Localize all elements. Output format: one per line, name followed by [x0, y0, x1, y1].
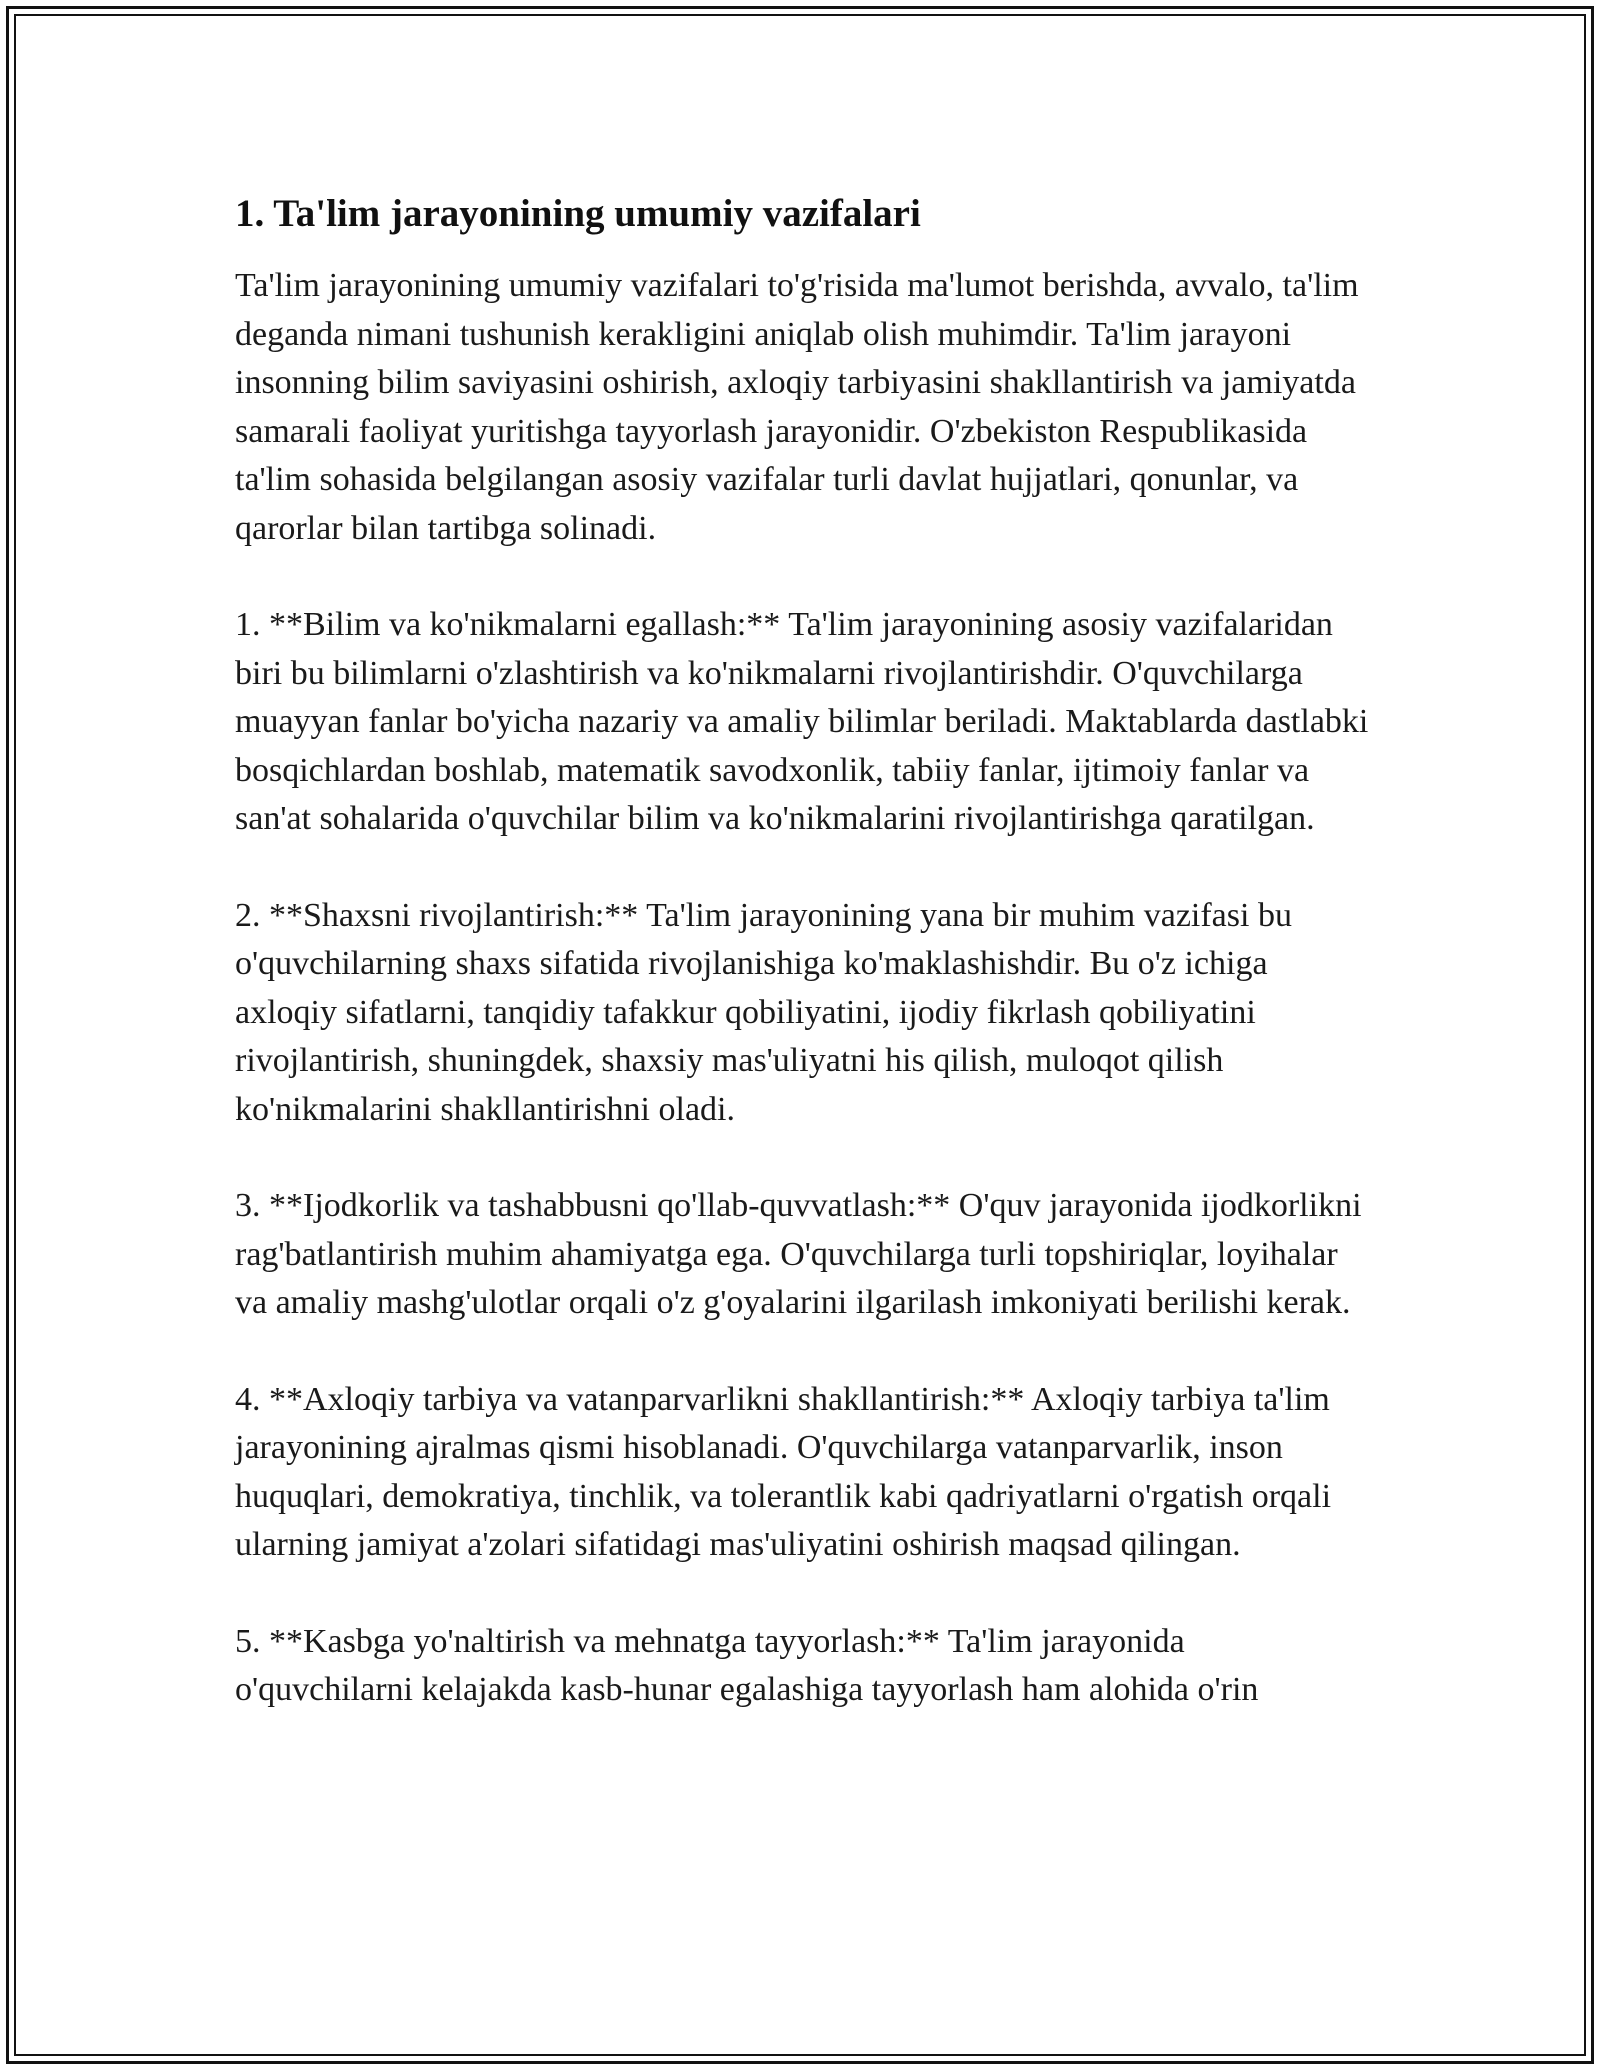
- list-item-creativity: 3. **Ijodkorlik va tashabbusni qo'llab-quvvatlash:** O'quv jarayonida ijodkorlikni rag'batlantirish muhim ahamiyatga ega. O'quvchilarga turli topshiriqlar, loyihalar va amaliy mashg'ulotlar orqali o'z g'oyalarini ilgarilash imkoniyati berilishi kerak.: [235, 1187, 1362, 1321]
- document-body: [235, 188, 1370, 1763]
- list-item-knowledge: 1. **Bilim va ko'nikmalarni egallash:** Ta'lim jarayonining asosiy vazifalaridan biri bu bilimlarni o'zlashtirish va ko'nikmalarni rivojlantirishdir. O'quvchilarga muayyan fanlar bo'yicha nazariy va amaliy bilimlar beriladi. Maktablarda dastlabki bosqichlardan boshlab, matematik savodxonlik, tabiiy fanlar, ijtimoiy fanlar va san'at sohalarida o'quvchilar bilim va ko'nikmalarini rivojlantirishga qaratilgan.: [235, 606, 1369, 837]
- list-item-personality: 2. **Shaxsni rivojlantirish:** Ta'lim jarayonining yana bir muhim vazifasi bu o'quvchilarning shaxs sifatida rivojlanishiga ko'maklashishdir. Bu o'z ichiga axloqiy sifatlarni, tanqidiy tafakkur qobiliyatini, ijodiy fikrlash qobiliyatini rivojlantirish, shuningdek, shaxsiy mas'uliyatni his qilish, muloqot qilish ko'nikmalarini shakllantirishni oladi.: [235, 896, 1292, 1128]
- list-item-career-guidance: 5. **Kasbga yo'naltirish va mehnatga tayyorlash:** Ta'lim jarayonida o'quvchilarni kelajakda kasb-hunar egalashiga tayyorlash ham alohida o'rin: [235, 1622, 1259, 1708]
- list-item-moral-education: 4. **Axloqiy tarbiya va vatanparvarlikni shakllantirish:** Axloqiy tarbiya ta'lim jarayonining ajralmas qismi hisoblanadi. O'quvchilarga vatanparvarlik, inson huquqlari, demokratiya, tinchlik, va tolerantlik kabi qadriyatlarni o'rgatish orqali ularning jamiyat a'zolari sifatidagi mas'uliyatini oshirish maqsad qilingan.: [235, 1380, 1332, 1563]
- intro-paragraph: Ta'lim jarayonining umumiy vazifalari to'g'risida ma'lumot berishda, avvalo, ta'lim deganda nimani tushunish kerakligini aniqlab olish muhimdir. Ta'lim jarayoni insonning bilim saviyasini oshirish, axloqiy tarbiyasini shakllantirish va jamiyatda samarali faoliyat yuritishga tayyorlash jarayonidir. O'zbekiston Respublikasida ta'lim sohasida belgilangan asosiy vazifalar turli davlat hujjatlari, qonunlar, va qarorlar bilan tartibga solinadi.: [235, 267, 1359, 547]
- section-heading: 1. Ta'lim jarayonining umumiy vazifalari: [235, 192, 921, 235]
